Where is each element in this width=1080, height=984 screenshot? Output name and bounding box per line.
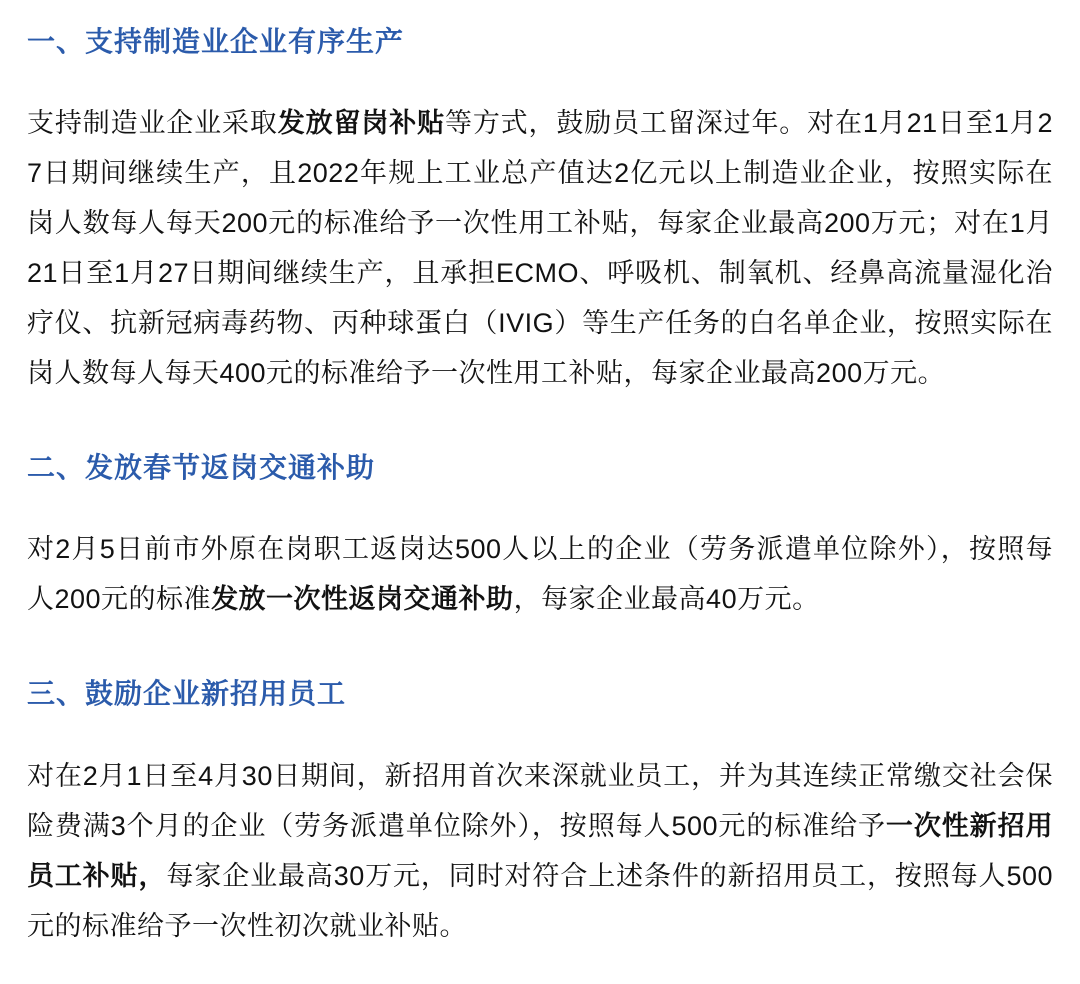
body-text: 等方式，鼓励员工留深过年。对在1月21日至1月27日期间继续生产，且2022年规上工业总产值达2亿元以上制造业企业，按照实际在岗人数每人每天200元的标准给予一次性用工补贴，每家企业最高200万元；对在1月21日至1月27日期间继续生产，且承担ECMO、呼吸机、制氧机、经鼻高流量湿化治疗仪、抗新冠病毒药物、丙种球蛋白（IVIG）等生产任务的白名单企业，按照实际在岗人数每人每天400元的标准给予一次性用工补贴，每家企业最高200万元。	[27, 108, 1054, 389]
section-manufacturing-production	[27, 22, 1053, 398]
section-heading-1: 一、支持制造业企业有序生产	[27, 26, 405, 57]
section-paragraph-3	[27, 751, 1053, 951]
section-paragraph-1	[27, 98, 1053, 398]
emphasis-text: 发放一次性返岗交通补助	[211, 584, 514, 615]
section-new-hire-incentive	[27, 674, 1053, 950]
section-return-transport-subsidy	[27, 448, 1053, 624]
body-text: 对2月5日前市外原在岗职工返岗达500人以上的企业（劳务派遣单位除外），按照每人200元的标准	[27, 534, 1053, 615]
emphasis-text: 一次性新招用员工补贴，	[27, 810, 1053, 891]
section-paragraph-2	[27, 524, 1053, 624]
body-text: 对在2月1日至4月30日期间，新招用首次来深就业员工，并为其连续正常缴交社会保险费满3个月的企业（劳务派遣单位除外），按照每人500元的标准给予	[27, 760, 1053, 841]
section-heading-2: 二、发放春节返岗交通补助	[27, 452, 376, 484]
body-text: ，每家企业最高40万元。	[513, 584, 820, 615]
body-text: 支持制造业企业采取	[27, 108, 278, 139]
body-text: 每家企业最高30万元，同时对符合上述条件的新招用员工，按照每人500元的标准给予一次性初次就业补贴。	[27, 860, 1053, 941]
emphasis-text: 发放留岗补贴	[277, 108, 445, 139]
section-heading-3: 三、鼓励企业新招用员工	[27, 678, 347, 710]
